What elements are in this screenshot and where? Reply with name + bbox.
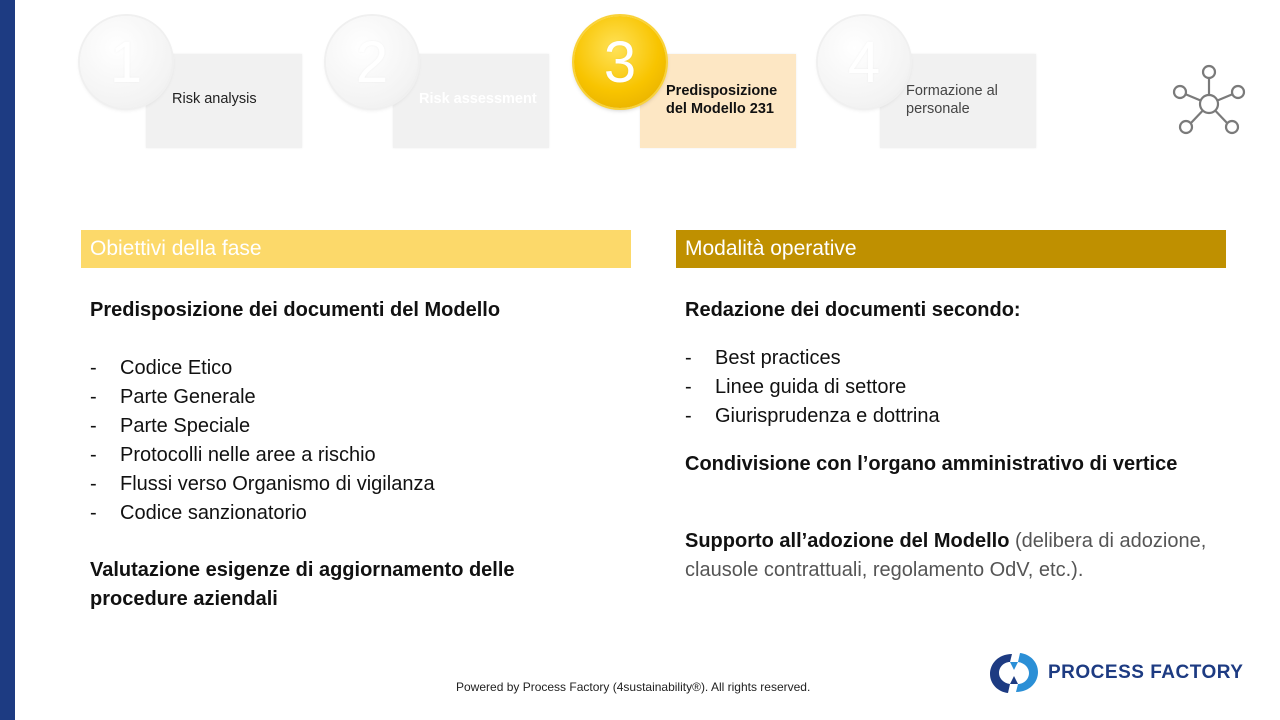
step-4-number: 4	[847, 29, 881, 95]
process-factory-logo-icon	[988, 650, 1040, 696]
step-3-label: Predisposizione del Modello 231	[666, 83, 778, 117]
operating-methods-header: Modalità operative	[676, 230, 1226, 268]
step-2-number: 2	[355, 29, 389, 95]
list-item: - Giurisprudenza e dottrina	[685, 402, 940, 431]
methods-list	[685, 344, 940, 431]
network-icon	[1170, 64, 1248, 136]
list-item: - Parte Speciale	[90, 412, 435, 441]
list-item: - Linee guida di settore	[685, 373, 940, 402]
footer-copyright: Powered by Process Factory (4sustainability®). All rights reserved.	[456, 680, 811, 694]
methods-heading-3-rest: (delibera di adozione, clausole contrattuali, regolamento OdV, etc.).	[685, 530, 1207, 581]
logo-text: PROCESS FACTORY	[1048, 662, 1244, 683]
step-3-number: 3	[603, 29, 637, 95]
list-item: - Parte Generale	[90, 383, 435, 412]
left-accent-bar	[0, 0, 15, 720]
list-item: - Flussi verso Organismo di vigilanza	[90, 470, 435, 499]
list-item: - Best practices	[685, 344, 940, 373]
list-item: - Protocolli nelle aree a rischio	[90, 441, 435, 470]
step-2-label: Risk assessment	[419, 91, 537, 107]
methods-heading: Redazione dei documenti secondo:	[685, 299, 1021, 321]
company-logo	[988, 650, 1243, 696]
step-1-number: 1	[109, 29, 143, 95]
step-2-circle	[326, 16, 418, 108]
objectives-header: Obiettivi della fase	[81, 230, 631, 268]
objectives-heading-2: Valutazione esigenze di aggiornamento delle procedure aziendali	[90, 559, 515, 610]
methods-heading-3	[685, 527, 1215, 585]
objectives-heading: Predisposizione dei documenti del Modello	[90, 299, 501, 321]
objectives-list	[90, 354, 435, 528]
step-4-label: Formazione al personale	[906, 83, 998, 117]
step-4-circle	[818, 16, 910, 108]
list-item: - Codice sanzionatorio	[90, 499, 435, 528]
step-1-circle	[80, 16, 172, 108]
methods-heading-3-bold: Supporto all’adozione del Modello	[685, 530, 1010, 552]
methods-heading-2: Condivisione con l’organo amministrativo di vertice	[685, 453, 1178, 475]
step-1-label: Risk analysis	[172, 91, 257, 107]
list-item: - Codice Etico	[90, 354, 435, 383]
step-3-circle	[574, 16, 666, 108]
